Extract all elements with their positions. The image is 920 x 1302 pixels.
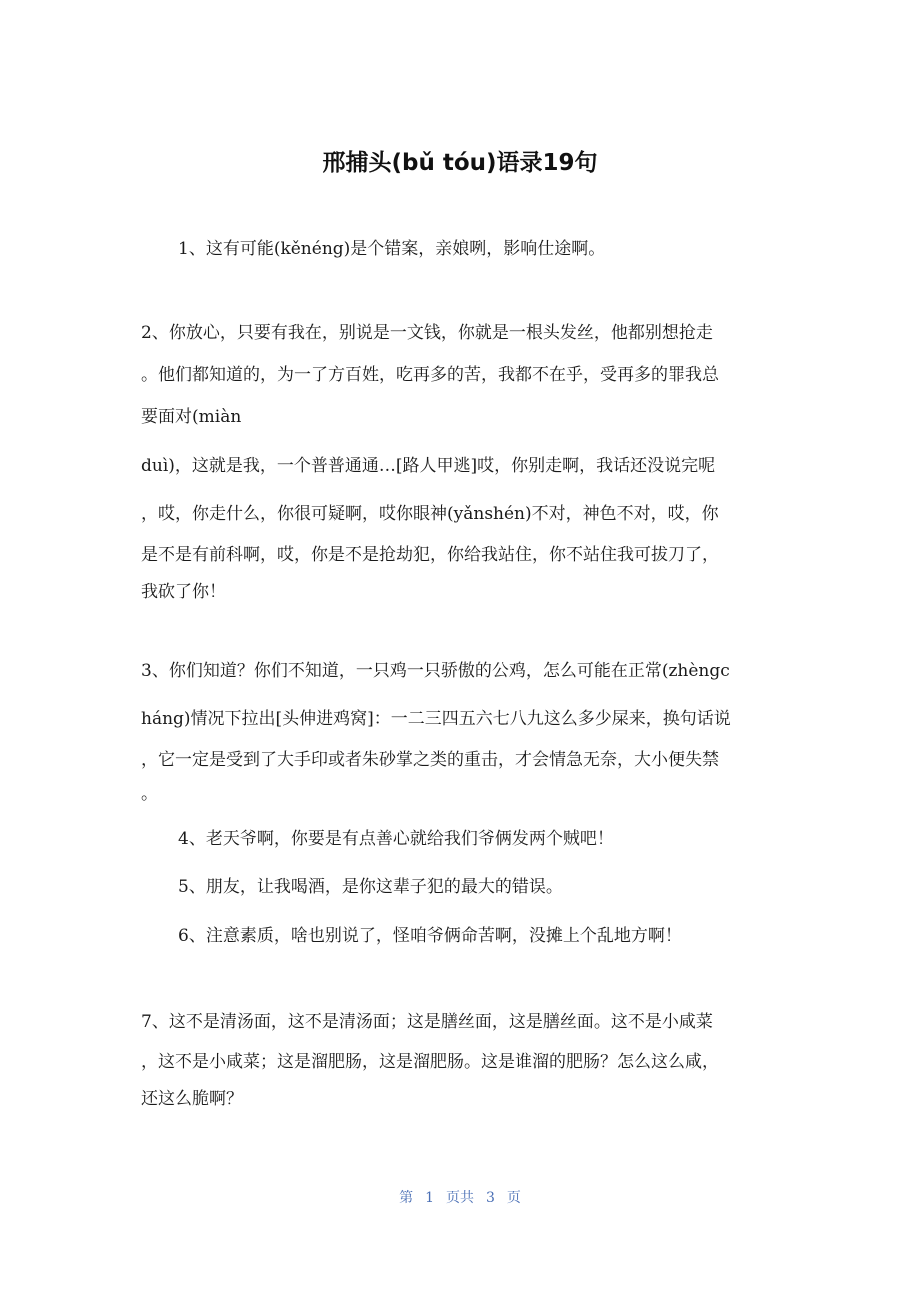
quote-3-line-1: 3、你们知道？你们不知道，一只鸡一只骄傲的公鸡，怎么可能在正常(zhèngc: [141, 661, 730, 681]
quote-1-line-1: 1、这有可能(kěnéng)是个错案，亲娘咧，影响仕途啊。: [178, 239, 606, 259]
quote-3-line-4: 。: [141, 784, 158, 804]
quote-2-line-2: 。他们都知道的，为一了方百姓，吃再多的苦，我都不在乎，受再多的罪我总: [141, 365, 719, 385]
quote-6-line-1: 6、注意素质，啥也别说了，怪咱爷俩命苦啊，没摊上个乱地方啊！: [178, 926, 682, 946]
quote-2-line-6: 是不是有前科啊，哎，你是不是抢劫犯，你给我站住，你不站住我可拔刀了，: [141, 545, 719, 565]
quote-2-line-4: duì)，这就是我，一个普普通通…[路人甲逃]哎，你别走啊，我话还没说完呢: [141, 456, 716, 476]
quote-3-line-2: háng)情况下拉出[头伸进鸡窝]：一二三四五六七八九这么多少屎来，换句话说: [141, 709, 731, 729]
page-label-middle: 页共: [446, 1190, 474, 1206]
quote-7-line-2: ，这不是小咸菜；这是溜肥肠，这是溜肥肠。这是谁溜的肥肠？怎么这么咸，: [141, 1052, 719, 1072]
page-label-suffix: 页: [506, 1190, 521, 1206]
quote-4-line-1: 4、老天爷啊，你要是有点善心就给我们爷俩发两个贼吧！: [178, 829, 614, 849]
current-page-number: 1: [425, 1190, 434, 1206]
quote-2-line-1: 2、你放心，只要有我在，别说是一文钱，你就是一根头发丝，他都别想抢走: [141, 323, 713, 343]
quote-3-line-3: ，它一定是受到了大手印或者朱砂掌之类的重击，才会情急无奈，大小便失禁: [141, 750, 719, 770]
page-footer: [0, 1187, 920, 1209]
total-pages-number: 3: [486, 1190, 495, 1206]
quote-2-line-7: 我砍了你！: [141, 582, 226, 602]
quote-2-line-5: ，哎，你走什么，你很可疑啊，哎你眼神(yǎnshén)不对，神色不对，哎，你: [141, 504, 719, 524]
quote-7-line-1: 7、这不是清汤面，这不是清汤面；这是膳丝面，这是膳丝面。这不是小咸菜: [141, 1012, 713, 1032]
document-title: 邢捕头(bǔ tóu)语录19句: [322, 150, 598, 176]
page-label-prefix: 第: [399, 1190, 414, 1206]
quote-7-line-3: 还这么脆啊？: [141, 1089, 243, 1109]
quote-5-line-1: 5、朋友，让我喝酒，是你这辈子犯的最大的错误。: [178, 877, 563, 897]
quote-2-line-3: 要面对(miàn: [141, 407, 242, 427]
